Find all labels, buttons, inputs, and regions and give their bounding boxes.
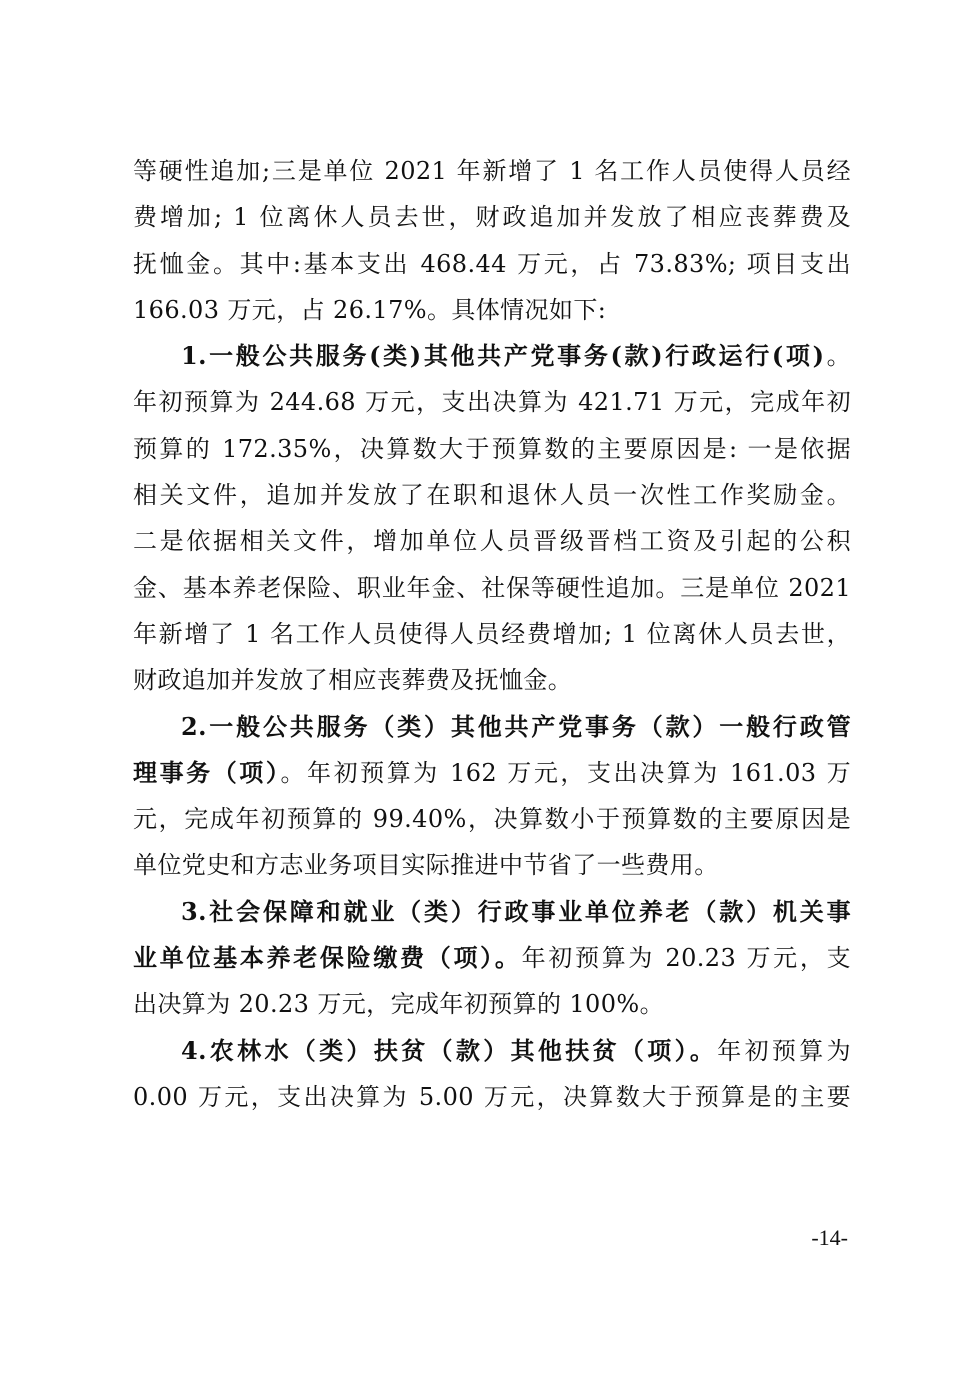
document-body — [133, 148, 851, 1120]
item-2-heading-line — [133, 750, 851, 796]
text-run: 年初预算为 20.23 万元，支 — [521, 944, 851, 973]
text-run: 。年初预算为 162 万元，支出决算为 161.03 万 — [280, 758, 852, 787]
item-3-heading-end: 业单位基本养老保险缴费（项）。 — [133, 943, 522, 973]
text-line: 抚恤金。其中:基本支出 468.44 万元，占 73.83%; 项目支出 — [133, 249, 851, 278]
item-3-heading: 3.社会保障和就业（类）行政事业单位养老（款）机关事 — [181, 896, 851, 926]
text-line: 金、基本养老保险、职业年金、社保等硬性追加。三是单位 2021 — [133, 573, 851, 602]
item-1-heading-line — [133, 333, 851, 379]
item-3-heading-line — [133, 935, 851, 981]
text-line: 费增加; 1 位离休人员去世，财政追加并发放了相应丧葬费及 — [133, 203, 851, 232]
item-2-heading-end: 理事务（项） — [133, 757, 281, 787]
item-1-heading-end: 。 — [824, 342, 851, 371]
text-line: 元，完成年初预算的 99.40%，决算数小于预算数的主要原因是 — [133, 805, 851, 834]
text-line: 财政追加并发放了相应丧葬费及抚恤金。 — [133, 666, 573, 695]
text-line: 二是依据相关文件，增加单位人员晋级晋档工资及引起的公积 — [133, 527, 851, 556]
text-line: 预算的 172.35%，决算数大于预算数的主要原因是: 一是依据 — [133, 434, 851, 463]
text-line: 年初预算为 244.68 万元，支出决算为 421.71 万元，完成年初 — [133, 388, 851, 417]
text-line: 0.00 万元，支出决算为 5.00 万元，决算数大于预算是的主要 — [133, 1082, 851, 1111]
text-run: 年初预算为 — [717, 1036, 852, 1065]
item-4-heading: 4.农林水（类）扶贫（款）其他扶贫（项）。 — [181, 1035, 718, 1065]
page-number: -14- — [811, 1225, 848, 1250]
text-line: 166.03 万元，占 26.17%。具体情况如下: — [133, 295, 607, 324]
text-line: 等硬性追加;三是单位 2021 年新增了 1 名工作人员使得人员经 — [133, 157, 851, 185]
item-4-heading-line — [133, 1028, 851, 1074]
text-line: 出决算为 20.23 万元，完成年初预算的 100%。 — [133, 990, 665, 1019]
item-1-heading: 1.一般公共服务(类)其他共产党事务(款)行政运行(项) — [181, 341, 825, 371]
text-line: 相关文件，追加并发放了在职和退休人员一次性工作奖励金。 — [133, 481, 851, 510]
item-2-heading: 2.一般公共服务（类）其他共产党事务（款）一般行政管 — [181, 711, 851, 741]
text-line: 单位党史和方志业务项目实际推进中节省了一些费用。 — [133, 851, 719, 880]
text-line: 年新增了 1 名工作人员使得人员经费增加; 1 位离休人员去世， — [133, 619, 851, 648]
